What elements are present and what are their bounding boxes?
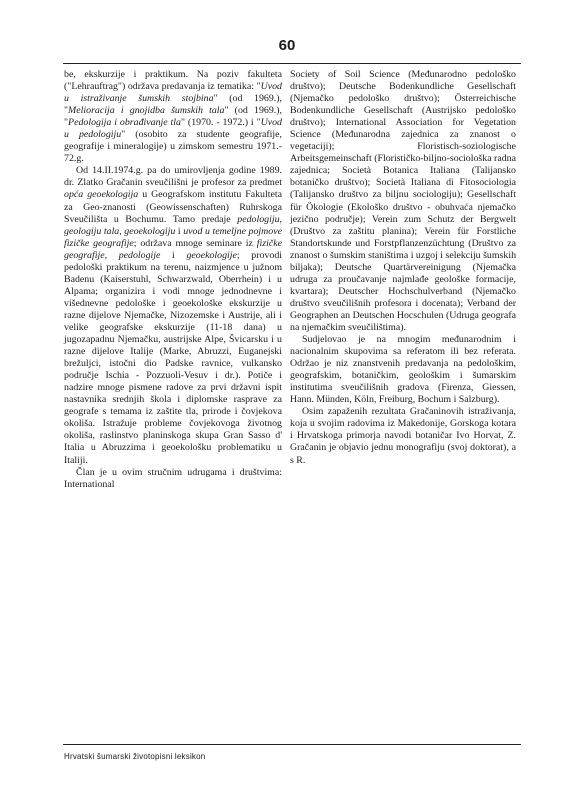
text-run: ; održava mnoge seminare iz bbox=[133, 237, 257, 249]
text-run: be, ekskurzije i praktikum. Na poziv fakulteta ("Lehrauftrag") održava predavanja iz tematika: " bbox=[64, 69, 282, 93]
header-rule bbox=[63, 63, 521, 64]
footer-rule bbox=[63, 744, 521, 745]
text-run: Od 14.II.1974.g. pa do umirovljenja godine 1989. dr. Zlatko Gračanin sveučilišni je profesor za predmet bbox=[64, 165, 282, 189]
text-run: Society of Soil Science (Međunarodno pedološko društvo); Deutsche Bodenkundliche Gesellschaft (Njemačko pedološko društvo); Österreichische Bodenkundliche Gesellschaft (Austrijsko pedološko društvo); International Association for Vegetation Science (Međunarodna zajednica za znanost o vegetaciji); Floristisch-soziologische Arbeitsgemeinschaft (Florističko-biljno-sociološka radna zajednica; Società Botanica Italiana (Talijansko botaničko društvo); Società Italiana di Fitosociologia (Talijansko društvo za biljnu sociologiju); Gesellschaft für Ökologie (Ekološko društvo - obuhvaća njemačko jezično područje); Verein zum Schutz der Bergwelt (Društvo za zaštitu planina); Verein für Forstliche Standortskunde und Forstpflanzenzüchtung (Društvo za znanost o šumskim staništima i uzgoj i selekciju šumskih biljaka); Deutsche Quartärvereinigung (Njemačka udruga za proučavanje najmlađe geološke formacije, kvartara); Deutscher Hochschulverband (Njemačko društvo sveučilišnih profesora i docenata); Verband der Geographen an Deutschen Hocschulen (Udruga geografa na njemačkim sveučilištima). bbox=[290, 69, 517, 333]
italic-text-run: Pedologija i obrađivanje tla bbox=[68, 117, 181, 129]
left-column bbox=[64, 69, 282, 491]
text-run: i bbox=[175, 225, 184, 237]
paragraph bbox=[64, 165, 282, 466]
right-column bbox=[290, 69, 516, 467]
paragraph bbox=[290, 406, 516, 466]
italic-text-run: Uvod u pedologiju bbox=[64, 117, 282, 141]
text-run: ; provodi pedološki praktikum na terenu, naizmjence u južnom Badenu (Kaiserstuhl, Schwarzwald, Oberrhein) i u Alpama; organizira i vodi mnoge jednodnevne i višednevne pedološke i geoekološke ekskurzije u razne dijelove Njemačke, Nizozemske i Austrije, ali i velike geografske ekskurzije (11-18 dana) u jugozapadnu Njemačku, austrijske Alpe, Švicarsku i u razne dijelove Italije (Marke, Abruzzi, Euganejski brežuljci, istočni dio Padske ravnice, vulkansko područje Ischia - Pozzuoli-Vesuv i dr.). Potiče i nadzire mnoge pismene radove za prvi državni ispit nastavnika srednjih škola i diplomske rasprave za geografe s temama iz zaštite tla, prirode i čovjekova okoliša. Istražuje probleme čovjekovoga životnog okoliša, raslinstvo planinskoga skupa Gran Sasso d' Italia u Abruzzima i geoekološku problematiku u Italiji. bbox=[64, 249, 282, 466]
text-run: " (osobito za studente geografije, geografije i mineralogije) u zimskom semestru 1971.- 72.g. bbox=[64, 129, 282, 165]
text-run: Član je u ovim stručnim udrugama i društvima: International bbox=[64, 466, 282, 490]
italic-text-run: Melioracija i gnojidba šumskih tala bbox=[68, 105, 225, 117]
text-run: " (od 1969.), " bbox=[64, 93, 282, 117]
italic-text-run: Uvod u istraživanje šumskih stojbina bbox=[64, 81, 282, 105]
paragraph bbox=[64, 69, 282, 165]
italic-text-run: uvod u temeljne pojmove fizičke geografije bbox=[64, 225, 282, 249]
paragraph bbox=[64, 467, 282, 491]
text-run: " (od 1969.), " bbox=[64, 105, 282, 129]
italic-text-run: pedologiju, geologiju tala, geoekologiju bbox=[64, 213, 282, 237]
text-run: u Geografskom institutu Fakulteta za Geo-znanosti (Geowissenschaften) Ruhrskoga Sveučilišta u Bochumu. Tamo predaje bbox=[64, 189, 282, 225]
text-run: i bbox=[160, 249, 187, 261]
paragraph bbox=[290, 334, 516, 406]
footer-publication-title: Hrvatski šumarski životopisni leksikon bbox=[64, 752, 206, 761]
italic-text-run: opća geoekologija bbox=[64, 189, 139, 201]
text-run: " (1970. - 1972.) i " bbox=[180, 117, 261, 129]
italic-text-run: geoekologije bbox=[186, 249, 237, 261]
text-run: Sudjelovao je na mnogim međunarodnim i nacionalnim skupovima sa referatom ili bez referata. Održao je niz znanstvenih predavanja na pedološkim, geografskim, botaničkim, geološkim i šumarskim institutima sveučilišnih gradova (Firenza, Giessen, Hann. Münden, Köln, Freiburg, Bochum i Salzburg). bbox=[290, 334, 516, 406]
italic-text-run: fizičke geografije, pedologije bbox=[64, 237, 283, 261]
page-number: 60 bbox=[278, 37, 296, 54]
paragraph bbox=[290, 69, 516, 334]
text-run: Osim zapaženih rezultata Gračaninovih istraživanja, koja u svojim radovima iz Makedonije, Gorskoga kotara i Hrvatskoga primorja navodi botaničar Ivo Horvat, Z. Gračanin je objavio jednu monografiju (svoj doktorat), a s R. bbox=[290, 406, 516, 466]
